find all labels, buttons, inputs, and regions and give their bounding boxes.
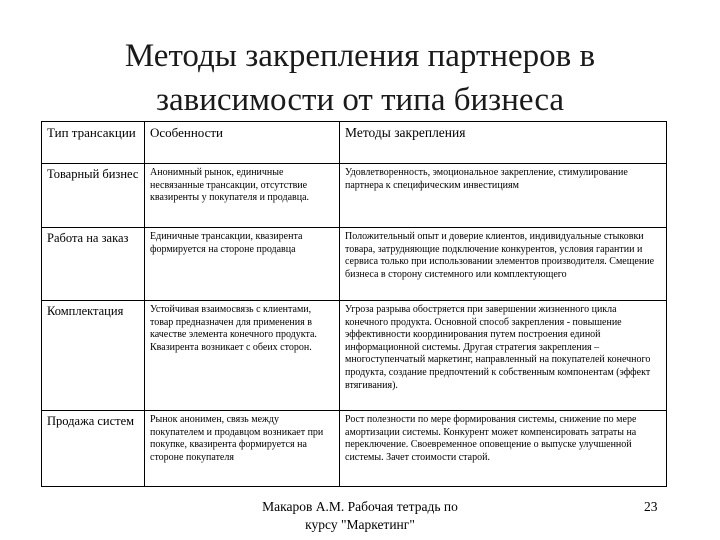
footer-caption <box>0 498 720 534</box>
row-type-cell: Работа на заказ <box>42 228 145 301</box>
row-features-cell: Единичные трансакции, квазирента формируется на стороне продавца <box>145 228 340 301</box>
header-features: Особенности <box>145 122 340 164</box>
table-row <box>42 228 667 301</box>
row-methods-cell: Рост полезности по мере формирования системы, снижение по мере амортизации системы. Конкурент может компенсировать затраты на переключение. Своевременное оповещение о выпуске улучшенной системы. Зачет стоимости старой. <box>340 411 667 487</box>
table-header-row <box>42 122 667 164</box>
row-methods-cell: Угроза разрыва обостряется при завершении жизненного цикла конечного продукта. Основной способ закрепления - повышение эффективности координирования путем построения единой информационной системы. Другая стратегия закрепления – многоступенчатый маркетинг, направленный на покупателей конечного продукта, создание предпочтений к собственным компонентам (эффект втягивания). <box>340 301 667 411</box>
row-methods-cell: Удовлетворенность, эмоциональное закрепление, стимулирование партнера к специфическим инвестициям <box>340 164 667 228</box>
footer-line-1: Макаров А.М. Рабочая тетрадь по <box>262 499 458 514</box>
slide-title <box>0 34 720 122</box>
slide-title-line-2: зависимости от типа бизнеса <box>155 82 565 118</box>
row-type-cell: Комплектация <box>42 301 145 411</box>
row-features-cell: Рынок анонимен, связь между покупателем и продавцом возникает при покупке, квазирента формируется на стороне покупателя <box>145 411 340 487</box>
row-type-cell: Товарный бизнес <box>42 164 145 228</box>
header-retention-methods: Методы закрепления <box>340 122 667 164</box>
header-transaction-type: Тип трансакции <box>42 122 145 164</box>
row-methods-cell: Положительный опыт и доверие клиентов, индивидуальные стыковки товара, затрудняющие подключение конкурентов, условия гарантии и сервиса только при использовании элементов производителя. Смещение бизнеса в сторону системного или комплектующего <box>340 228 667 301</box>
table-row <box>42 301 667 411</box>
page-number: 23 <box>644 499 658 514</box>
partner-retention-table <box>41 121 667 487</box>
footer-line-2: курсу "Маркетинг" <box>305 517 415 532</box>
table-row <box>42 411 667 487</box>
row-features-cell: Устойчивая взаимосвязь с клиентами, товар предназначен для применения в качестве элемента конечного продукта. Квазирента возникает с обеих сторон. <box>145 301 340 411</box>
slide-title-line-1: Методы закрепления партнеров в <box>124 38 596 74</box>
table-row <box>42 164 667 228</box>
row-features-cell: Анонимный рынок, единичные несвязанные трансакции, отсутствие квазиренты у покупателя и продавца. <box>145 164 340 228</box>
row-type-cell: Продажа систем <box>42 411 145 487</box>
